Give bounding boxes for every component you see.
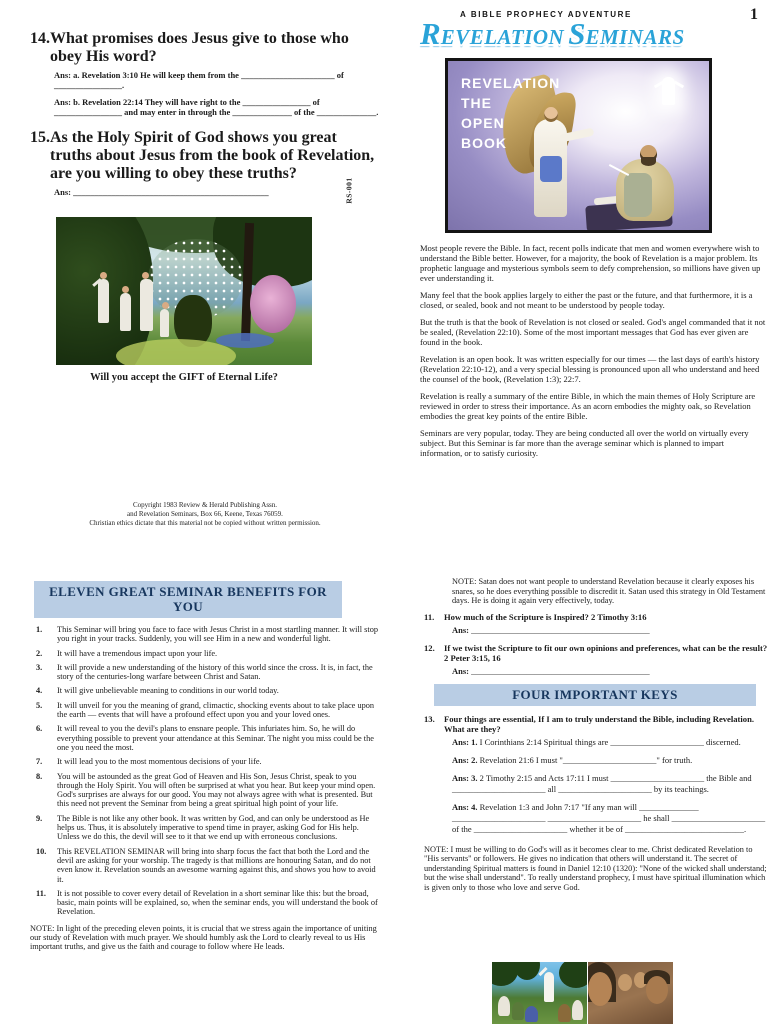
answer-prefix: Ans: 3.: [452, 772, 478, 783]
intro-paragraph: Most people revere the Bible. In fact, recent polls indicate that men and women everywhere wish to understand the Bible better. However, for a majority, the book of Revelation is a major problem. Its prophetic language and mysterious symbols seem to defy comprehension, so millions have given up ever understanding it.: [420, 243, 761, 283]
cover-title-line: OPEN: [461, 115, 505, 131]
answer-14a-prefix: Ans: a.: [54, 70, 80, 80]
cover-title-line: BOOK: [461, 135, 507, 151]
thumb-face: [588, 972, 612, 1006]
question-14-text: What promises does Jesus give to those who obey His word?: [50, 30, 349, 65]
question-15: [30, 129, 380, 183]
benefit-text: This REVELATION SEMINAR will bring into sharp focus the fact that both the Lord and the devil are asking for your worship. The tragedy is that millions are honouring Satan, and do not even know it. Revelation sounds an awesome warning against this, and shows you how to avoid it.: [57, 846, 376, 884]
question-15-number: 15.: [30, 129, 50, 146]
benefit-text: This Seminar will bring you face to face with Jesus Christ in a most startling manner. It will stop you right in your tracks. Suddenly, you will see Him in a new and wonderful light.: [57, 625, 378, 644]
benefit-text: The Bible is not like any other book. It was written by God, and can only be understood as He helps us. Thus, it is absolutely imperative to spend time in prayer, asking God for His help. Unless we do this, the devil will see to it that we end up with erroneous conclusions.: [57, 813, 370, 842]
answer-blank: 2 Timothy 2:15 and Acts 17:11 I must ______________________ the Bible and ______________________ all ______________________ by its teachings.: [452, 772, 752, 794]
answer-13-1: [452, 737, 768, 748]
question-13-text: Four things are essential, If I am to truly understand the Bible, including Revelation. What are they?: [444, 713, 755, 734]
answer-13-4: [452, 802, 768, 835]
answer-13-2: [452, 755, 768, 766]
thumb-face: [646, 976, 668, 1004]
jesus-arm: [674, 81, 684, 89]
satan-note: NOTE: Satan does not want people to understand Revelation because it clearly exposes his snares, so he does everything possible to discredit it. Satan used this strategy in Old Testament days. He is doing it again very effectively, today.: [452, 577, 766, 605]
intro-paragraph: But the truth is that the book of Revelation is not closed or sealed. God's angel commanded that it not be sealed, (Revelation 22:10). Some of the most important messages that God has ever given are found in the book.: [420, 317, 766, 347]
jesus-in-clouds-figure: [662, 77, 675, 105]
question-13-number: 13.: [424, 713, 435, 724]
benefit-number: 5.: [36, 700, 43, 710]
copyright-line-3: Christian ethics dictate that this material not be copied without written permission.: [89, 519, 321, 527]
eternal-life-garden-image: [56, 217, 312, 365]
benefit-item: [30, 686, 380, 695]
answer-11-blank: __________________________________________: [471, 624, 650, 635]
intro-paragraphs: [420, 243, 768, 458]
revelation-seminars-logo: [420, 16, 768, 52]
benefit-item: [30, 724, 380, 752]
benefits-header: ELEVEN GREAT SEMINAR BENEFITS FOR YOU: [34, 581, 342, 618]
thumb-crowd-figure: [512, 1002, 524, 1020]
copyright-block: [30, 501, 380, 528]
garden-caption: Will you accept the GIFT of Eternal Life?: [90, 372, 278, 383]
answer-14a-blank: Revelation 3:10 He will keep them from the ______________________ of ________________.: [54, 70, 344, 90]
benefit-item: [30, 701, 380, 720]
intro-paragraph: Revelation is an open book. It was written especially for our times — the last days of earth's history (Revelation 22:10-12), and a very special blessing is pronounced upon all who understand and heed the counsel of the book, (Revelation 1:3); 22:7.: [420, 354, 760, 384]
answer-14b-blank: Revelation 22:14 They will have right to the ________________ of ________________ and may enter in through the ______________ of the ______________.: [54, 97, 379, 117]
thumb-jesus-figure: [544, 972, 554, 1002]
answer-12-blank: __________________________________________: [471, 665, 650, 676]
question-15-text: As the Holy Spirit of God shows you great truths about Jesus from the book of Revelation, are you willing to obey these truths?: [50, 129, 375, 182]
benefit-number: 10.: [36, 846, 47, 856]
open-book-cover-image: [445, 58, 712, 233]
intro-paragraph: Many feel that the book applies largely to either the past or the future, and that furthermore, it is a closed, or sealed, book and not meant to be understood by people today.: [420, 290, 753, 310]
benefit-item: [30, 649, 380, 658]
answer-14a: [54, 70, 380, 90]
answer-13-3: [452, 773, 768, 795]
question-11-text: How much of the Scripture is Inspired? 2 Timothy 3:16: [444, 611, 647, 622]
answer-15-blank: ______________________________________________: [73, 187, 269, 197]
answer-prefix: Ans: 1.: [452, 736, 478, 747]
john-beard: [641, 157, 656, 166]
benefit-text: It will lead you to the most momentous decisions of your life.: [57, 757, 262, 767]
benefit-text: It will have a tremendous impact upon your life.: [57, 648, 218, 658]
garden-figure-child: [160, 309, 169, 337]
benefit-number: 8.: [36, 771, 43, 781]
benefit-number: 2.: [36, 648, 43, 658]
answer-14b-prefix: Ans: b.: [54, 97, 80, 107]
thumb-crowd-figure: [525, 1006, 538, 1022]
intro-paragraph: Seminars are very popular, today. They are being conducted all over the world on virtually every subject. But this Seminar is far more than the average seminar which is planned to impart information, or to satisfy curiosity.: [420, 428, 749, 458]
john-robe: [624, 173, 652, 217]
benefit-number: 4.: [36, 686, 43, 696]
logo-word: EVELATION: [440, 25, 565, 49]
logo-word: EMINARS: [585, 25, 685, 49]
benefits-list: [30, 625, 380, 917]
answer-15: [54, 187, 380, 197]
benefit-number: 1.: [36, 625, 43, 634]
question-12: [424, 643, 768, 663]
benefit-number: 7.: [36, 757, 43, 767]
benefit-text: You will be astounded as the great God of Heaven and His Son, Jesus Christ, speak to you through the Holy Spirit. You will often be surprised at what you hear. But keep your mind open. God's surprises are always for our good. You may not always agree with what is presented. But this need not prevent the Seminar from being a great spiritual high point of your life.: [57, 771, 376, 809]
intro-section: [420, 10, 768, 465]
benefit-text: It will unveil for you the meaning of grand, climactic, shocking events about to take place upon the earth — events that will have a profound effect upon you and your loved ones.: [57, 700, 375, 720]
answer-12-prefix: Ans:: [452, 665, 470, 676]
question-11-number: 11.: [424, 611, 435, 622]
keys-section: [424, 577, 768, 892]
thumb-crowd-figure: [498, 996, 510, 1016]
cover-title-line: REVELATION: [461, 75, 561, 91]
thumb-tree: [559, 962, 587, 988]
garden-figure-3: [140, 279, 153, 331]
masthead-tagline: A BIBLE PROPHECY ADVENTURE: [460, 10, 632, 19]
question-12-number: 12.: [424, 642, 435, 653]
thumb-crowd-figure: [558, 1004, 571, 1022]
benefit-text: It will give unbelievable meaning to conditions in our world today.: [57, 686, 279, 696]
jesus-teaching-thumbnail: [492, 962, 587, 1024]
benefits-section: [30, 581, 380, 952]
benefit-item: [30, 889, 380, 917]
answer-blank: Revelation 1:3 and John 7:17 "If any man will ______________ ______________________ ______________________ he shall ______________________ of the ______________________ whether it be of ____________________________.: [452, 801, 766, 834]
faces-thumbnail: [588, 962, 673, 1024]
logo-letter: S: [568, 16, 586, 51]
question-14-number: 14.: [30, 30, 50, 47]
thumb-tree: [514, 962, 540, 980]
benefit-item: [30, 814, 380, 842]
worksheet-section: [30, 30, 380, 528]
thumb-crowd-figure: [572, 1000, 583, 1020]
question-11: [424, 612, 768, 622]
answer-15-prefix: Ans:: [54, 187, 72, 197]
benefits-note: NOTE: In light of the preceding eleven points, it is crucial that we stress again the importance of uniting our study of Revelation with much prayer. We should humbly ask the Lord to clearly reveal to us His important truths, and give us the faith and courage to follow where He leads.: [30, 923, 377, 952]
four-keys-header: FOUR IMPORTANT KEYS: [434, 684, 756, 706]
copyright-line-1: Copyright 1983 Review & Herald Publishing Assn.: [132, 501, 278, 509]
benefit-item: [30, 772, 380, 809]
gods-will-note: NOTE: I must be willing to do God's will as it becomes clear to me. Christ dedicated Revelation to "His servants" or followers. He gives no indication that others will understand it. The secret of understanding Spiritual matters is found in Daniel 12:10 (1320): "None of the wicked shall understand; but the wise shall understand". To really understand prophecy, I must have spiritual illumination which is given only to those who love and serve God.: [424, 844, 767, 892]
thumb-face: [618, 974, 632, 991]
garden-figure-2: [120, 293, 131, 331]
logo-letter: R: [420, 16, 441, 51]
benefit-item: [30, 663, 380, 682]
page-number: 1: [750, 6, 758, 23]
answer-14b: [54, 97, 380, 117]
answer-blank: I Corinthians 2:14 Spiritual things are ______________________ discerned.: [479, 736, 741, 747]
answer-11: [452, 625, 768, 636]
benefit-number: 3.: [36, 662, 43, 672]
benefit-number: 11.: [36, 888, 46, 898]
benefit-text: It is not possible to cover every detail of Revelation in a short seminar like this: but the broad, basic, main points will be explained, so, when the seminar ends, you will understand the book of Revelation.: [57, 888, 378, 917]
answer-prefix: Ans: 2.: [452, 754, 478, 765]
answer-12: [452, 666, 768, 677]
benefit-text: It will reveal to you the devil's plans to ensnare people. This infuriates him. So, he will do everything possible to prevent your attendance at this Seminar. The night you miss could be the one you need the most.: [57, 724, 374, 752]
answer-prefix: Ans: 4.: [452, 801, 478, 812]
benefit-number: 9.: [36, 813, 43, 823]
garden-pink-bush: [250, 275, 296, 333]
question-12-text: If we twist the Scripture to fit our own opinions and preferences, what can be the result? 2 Peter 3:15, 16: [444, 642, 768, 663]
benefit-number: 6.: [36, 724, 43, 734]
garden-grass: [116, 339, 236, 365]
benefit-text: It will provide a new understanding of the history of this world since the cross. It is, in fact, the story of the centuries-long warfare between Christ and Satan.: [57, 662, 373, 682]
intro-paragraph: Revelation is really a summary of the entire Bible, in which the main themes of Holy Scripture are reviewed in order to stress their importance. As an acorn embodies the mighty oak, so Revelation embodies the great key points of the entire Bible.: [420, 391, 756, 421]
benefit-item: [30, 757, 380, 766]
benefit-item: [30, 847, 380, 884]
angel-sash: [540, 156, 562, 182]
copyright-line-2: and Revelation Seminars, Box 66, Keene, Texas 76059.: [127, 510, 283, 518]
doc-code: RS-001: [344, 177, 354, 204]
answer-11-prefix: Ans:: [452, 624, 470, 635]
garden-figure-1: [98, 279, 109, 323]
question-13: [424, 714, 768, 734]
cover-title-text: [461, 73, 560, 153]
answer-blank: Revelation 21:6 I must "______________________" for truth.: [479, 754, 693, 765]
cover-title-line: THE: [461, 95, 492, 111]
question-14: [30, 30, 380, 66]
benefit-item: [30, 625, 380, 644]
